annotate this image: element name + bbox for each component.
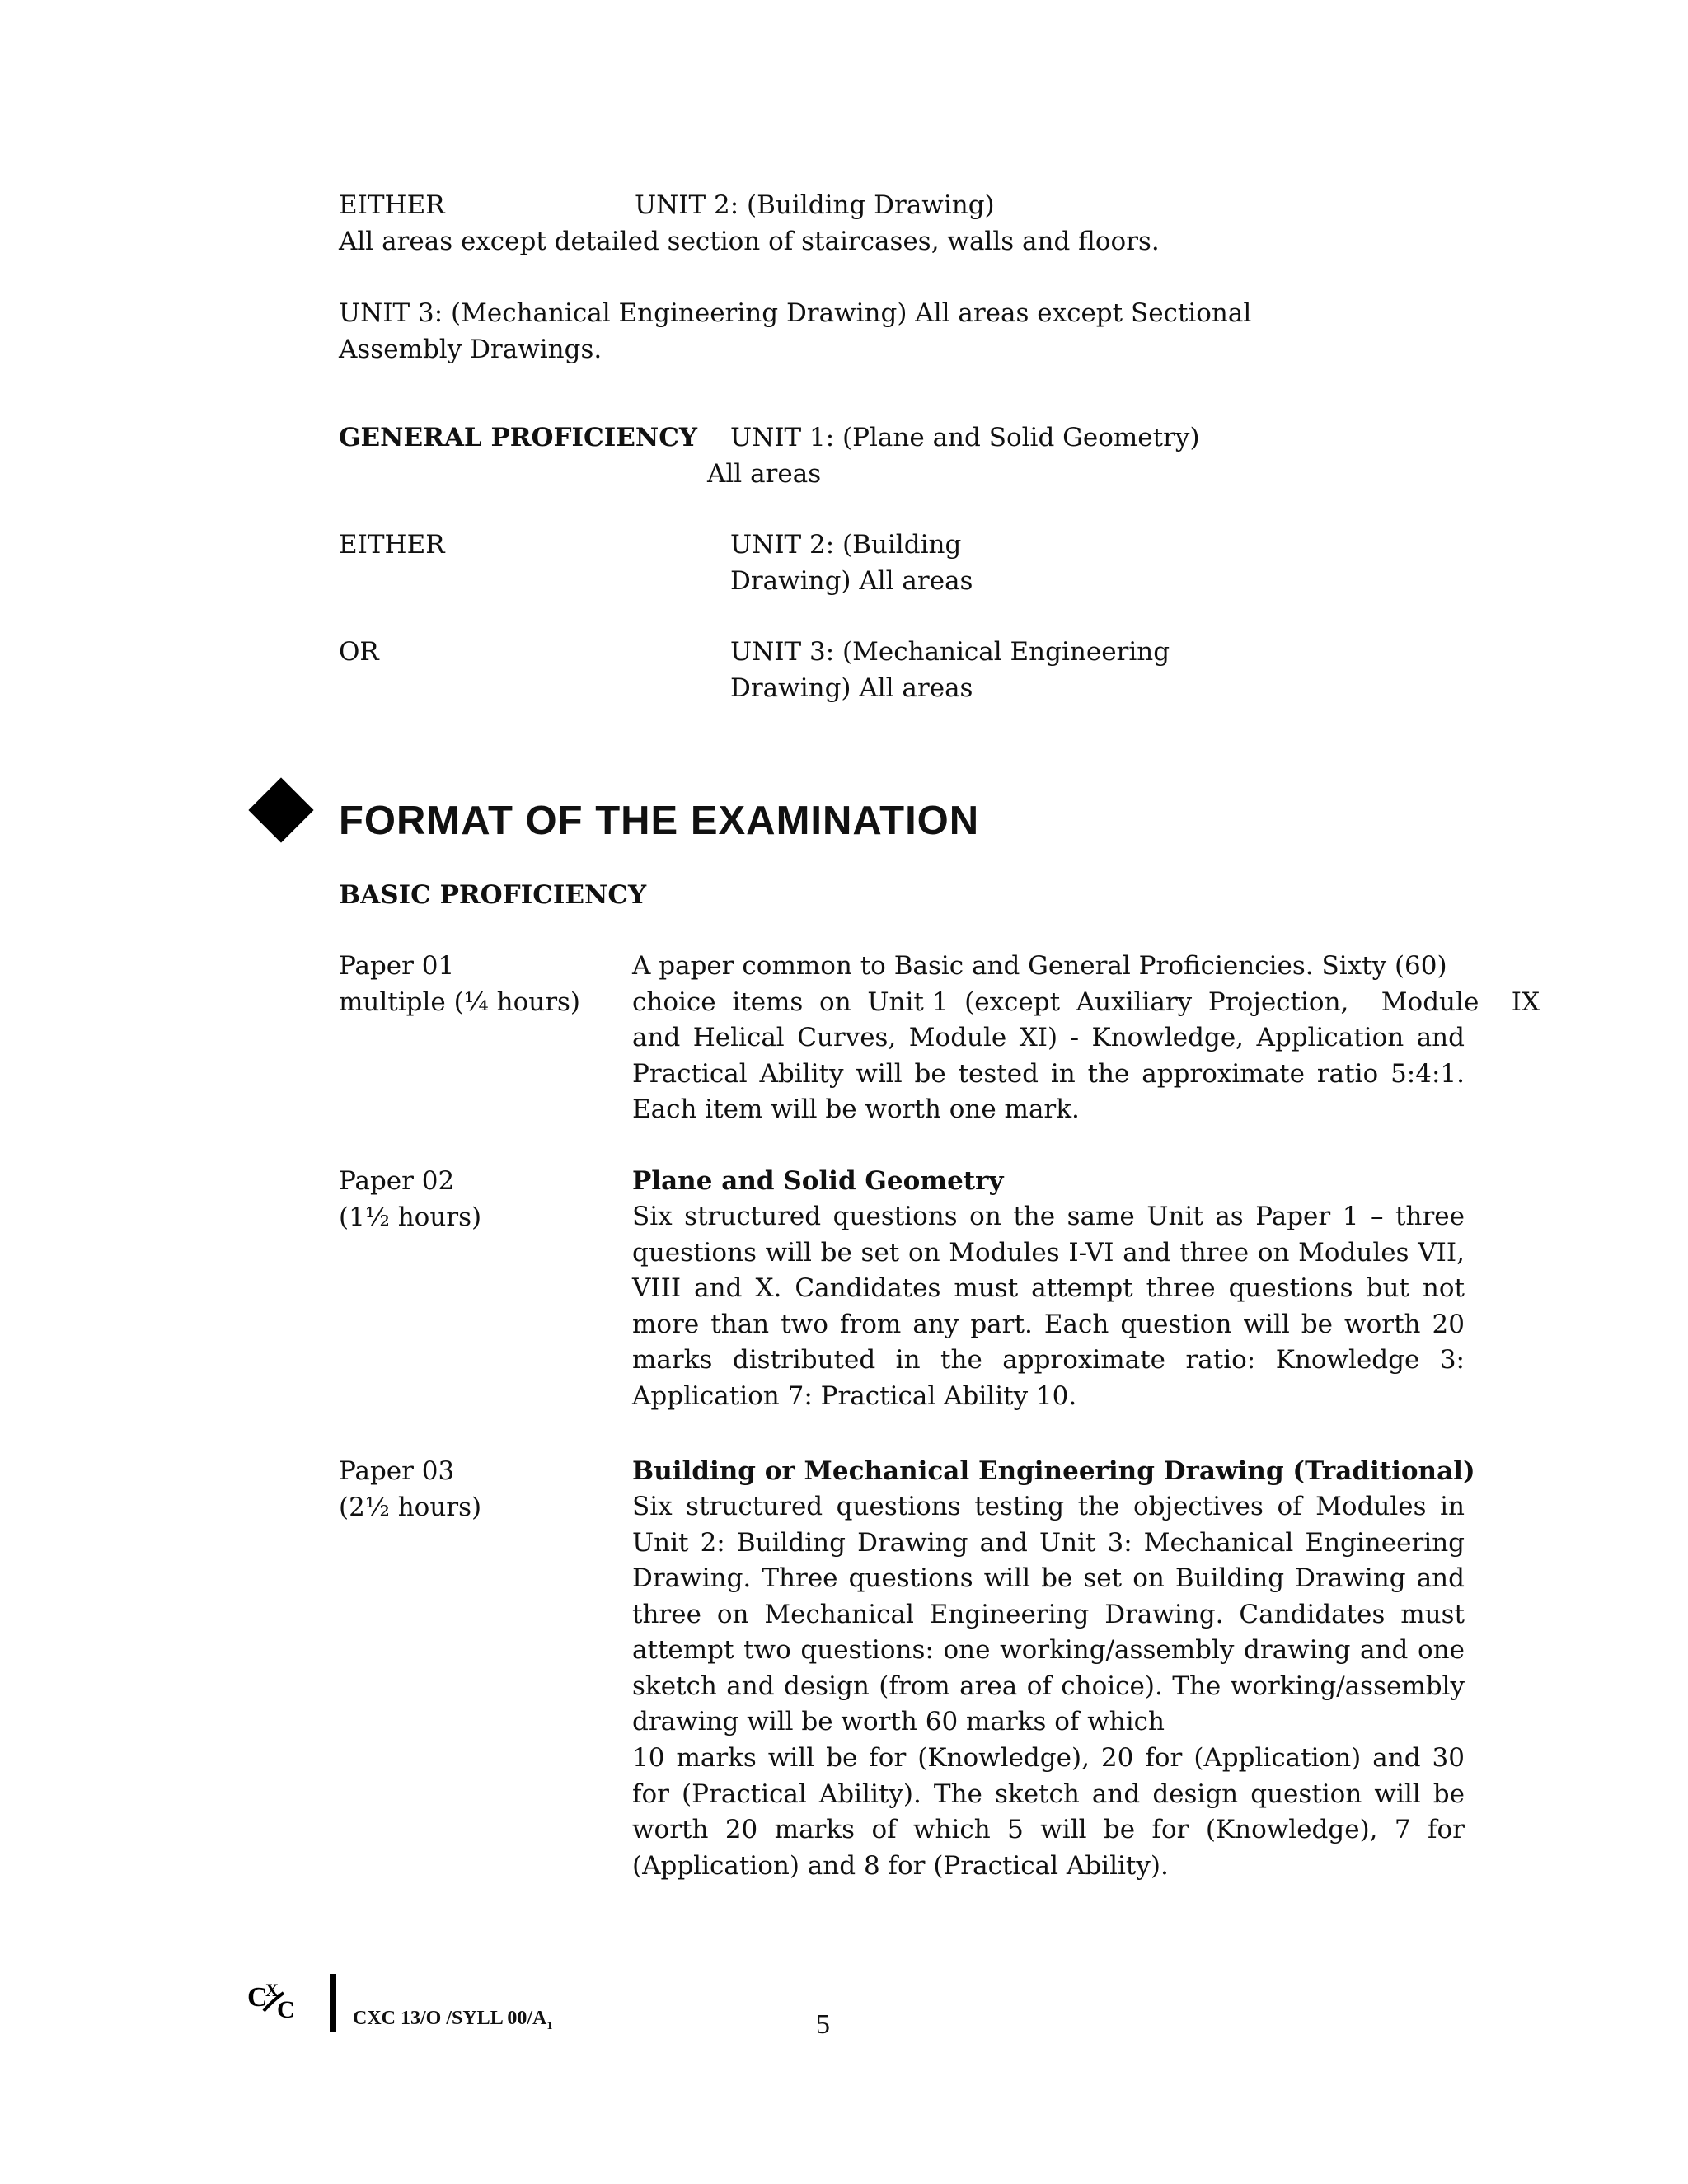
paper02-name: Paper 02 (339, 1166, 455, 1196)
syllabus-code-text: CXC 13/O /SYLL 00/A (353, 2008, 547, 2029)
page-number: 5 (816, 2009, 830, 2040)
syllabus-code-subscript: 1 (546, 2019, 553, 2032)
paper02-description: Six structured questions on the same Unit as Paper 1 – three questions will be set on Modules I-VI and three on Modules VII, VIII and X. Candidates must attempt three questions but not more than two from any part. Each question will be worth 20 marks distributed in the approximate ratio: Knowledge 3: Application 7: Practical Ability 10. (632, 1202, 1465, 1411)
general-or-label: OR (339, 637, 379, 667)
general-either-label: EITHER (339, 530, 445, 560)
svg-text:C: C (247, 1982, 268, 2013)
paper01-line1: A paper common to Basic and General Proficiencies. Sixty (60) (632, 951, 1447, 981)
paper03-title: Building or Mechanical Engineering Drawing (Traditional) (632, 1456, 1475, 1486)
basic-proficiency-subheading: BASIC PROFICIENCY (339, 880, 647, 910)
unit2-areas: All areas except detailed section of staircases, walls and floors. (339, 227, 1160, 256)
general-unit2-line2: Drawing) All areas (730, 566, 973, 596)
svg-text:X: X (265, 1980, 279, 2000)
cxc-logo-icon (247, 1978, 307, 2021)
paper03-name: Paper 03 (339, 1456, 455, 1486)
general-unit2-line1: UNIT 2: (Building (730, 530, 962, 560)
svg-text:C: C (277, 1996, 295, 2021)
unit2-title: UNIT 2: (Building Drawing) (635, 190, 995, 220)
unit3-line2: Assembly Drawings. (339, 335, 603, 364)
paper03-description: Six structured questions testing the objectives of Modules in Unit 2: Building Drawing and Unit 3: Mechanical Engineering Drawing. Three questions will be set on Building Drawing and three on Mechanical Engineering Drawing. Candidates must attempt two questions: one working/assembly drawing and one sketch and design (from area of choice). The working/assembly drawing will be worth 60 marks of which (632, 1492, 1465, 1736)
diamond-bullet-icon (248, 777, 313, 842)
general-proficiency-label: GENERAL PROFICIENCY (339, 423, 697, 452)
general-unit1: UNIT 1: (Plane and Solid Geometry) (730, 423, 1200, 452)
either-label-1: EITHER (339, 190, 445, 220)
general-unit3-line1: UNIT 3: (Mechanical Engineering (730, 637, 1170, 667)
syllabus-code (353, 2008, 552, 2033)
paper03-description-continued: 10 marks will be for (Knowledge), 20 for (Application) and 30 for (Practical Ability). The sketch and design question will be worth 20 marks of which 5 will be for (Knowledge), 7 for (Application) and 8 for (Practical Ability). (632, 1743, 1465, 1881)
paper01-line2: choice items on Unit 1 (except Auxiliary Projection, Module IX (632, 987, 1540, 1017)
general-unit3-line2: Drawing) All areas (730, 673, 973, 703)
paper01-duration: multiple (¼ hours) (339, 987, 581, 1017)
footer-divider (330, 1974, 336, 2032)
section-heading: FORMAT OF THE EXAMINATION (339, 799, 980, 843)
unit3-line1: UNIT 3: (Mechanical Engineering Drawing) All areas except Sectional (339, 298, 1252, 328)
general-unit1-areas: All areas (707, 459, 822, 489)
paper01-name: Paper 01 (339, 951, 455, 981)
paper01-description: and Helical Curves, Module XI) - Knowledge, Application and Practical Ability will be tested in the approximate ratio 5:4:1. Each item will be worth one mark. (632, 1023, 1465, 1124)
paper03-duration: (2½ hours) (339, 1493, 482, 1522)
paper02-title: Plane and Solid Geometry (632, 1166, 1004, 1196)
paper02-duration: (1½ hours) (339, 1202, 482, 1232)
